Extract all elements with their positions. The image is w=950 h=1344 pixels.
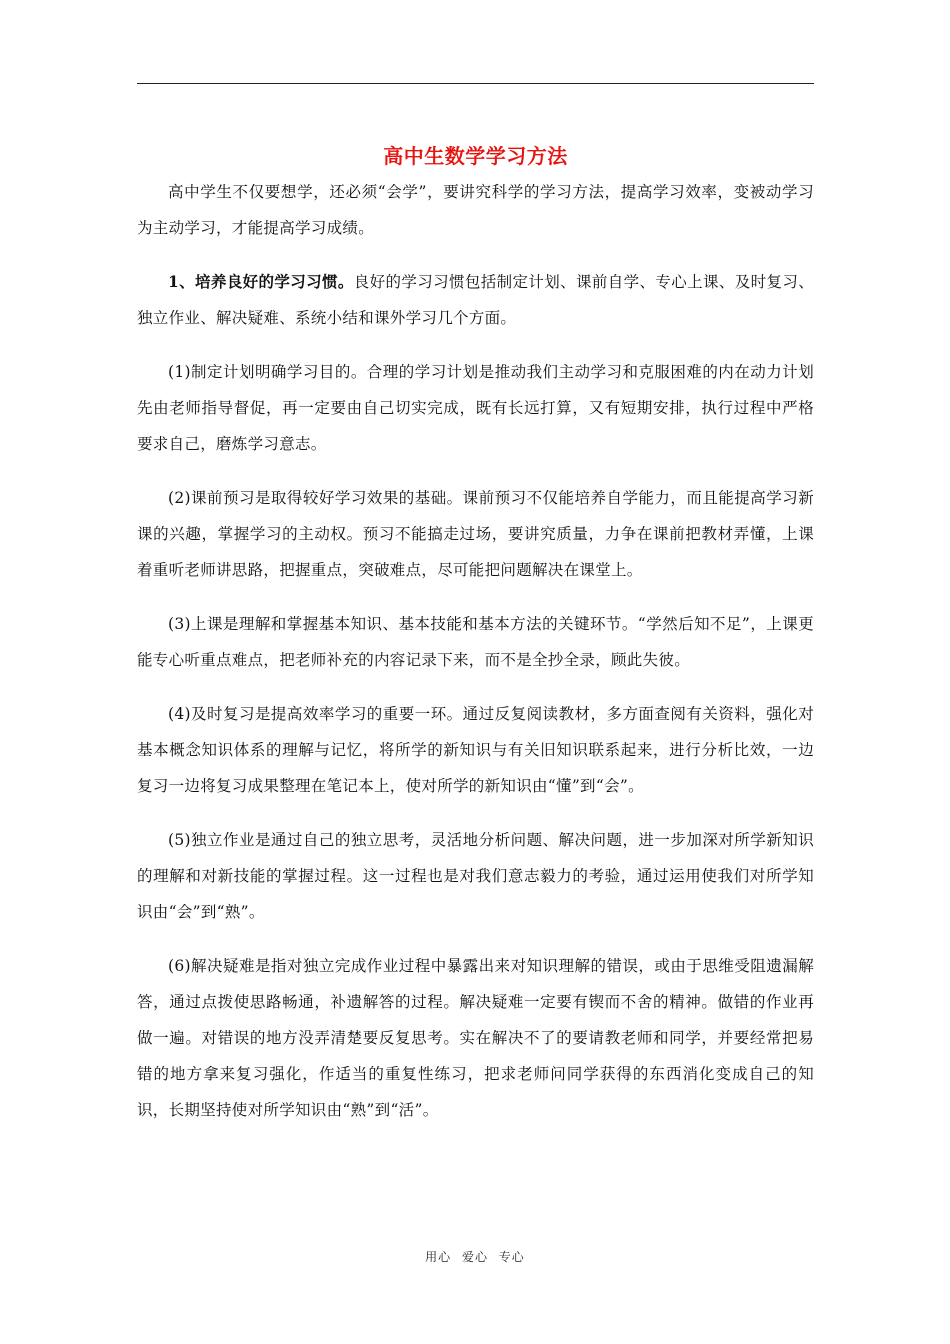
- item-2-paragraph: (2)课前预习是取得较好学习效果的基础。课前预习不仅能培养自学能力，而且能提高学习新课的兴趣，掌握学习的主动权。预习不能搞走过场，要讲究质量，力争在课前把教材弄懂，上课着重听老师讲思路，把握重点，突破难点，尽可能把问题解决在课堂上。: [137, 489, 814, 579]
- document-body: [137, 138, 814, 1146]
- item-6-paragraph: (6)解决疑难是指对独立完成作业过程中暴露出来对知识理解的错误，或由于思维受阻遗漏解答，通过点拨使思路畅通，补遗解答的过程。解决疑难一定要有锲而不舍的精神。做错的作业再做一遍。对错误的地方没弄清楚要反复思考。实在解决不了的要请教老师和同学，并要经常把易错的地方拿来复习强化，作适当的重复性练习，把求老师问同学获得的东西消化变成自己的知识，长期坚持使对所学知识由“熟”到“活”。: [137, 957, 814, 1119]
- page-footer: 用心 爱心 专心: [425, 1250, 525, 1264]
- section-1-heading: 1、培养良好的学习习惯。: [168, 272, 354, 291]
- section-1-paragraph: [137, 264, 814, 336]
- item-5-paragraph: (5)独立作业是通过自己的独立思考，灵活地分析问题、解决问题，进一步加深对所学新知识的理解和对新技能的掌握过程。这一过程也是对我们意志毅力的考验，通过运用使我们对所学知识由“会”到“熟”。: [137, 831, 814, 921]
- item-3-paragraph: (3)上课是理解和掌握基本知识、基本技能和基本方法的关键环节。“学然后知不足”，上课更能专心听重点难点，把老师补充的内容记录下来，而不是全抄全录，顾此失彼。: [137, 615, 814, 669]
- item-1-paragraph: (1)制定计划明确学习目的。合理的学习计划是推动我们主动学习和克服困难的内在动力计划先由老师指导督促，再一定要由自己切实完成，既有长远打算，又有短期安排，执行过程中严格要求自己，磨炼学习意志。: [137, 363, 814, 453]
- section-1-text: 良好的学习习惯包括制定计划、课前自学、专心上课、及时复习、独立作业、解决疑难、系统小结和课外学习几个方面。: [137, 273, 815, 327]
- document-title: 高中生数学学习方法: [383, 144, 568, 168]
- item-4-paragraph: (4)及时复习是提高效率学习的重要一环。通过反复阅读教材，多方面查阅有关资料，强化对基本概念知识体系的理解与记忆，将所学的新知识与有关旧知识联系起来，进行分析比效，一边复习一边将复习成果整理在笔记本上，使对所学的新知识由“懂”到“会”。: [137, 705, 814, 795]
- header-rule: [137, 83, 814, 84]
- intro-paragraph: 高中学生不仅要想学，还必须“会学”，要讲究科学的学习方法，提高学习效率，变被动学习为主动学习，才能提高学习成绩。: [137, 183, 814, 237]
